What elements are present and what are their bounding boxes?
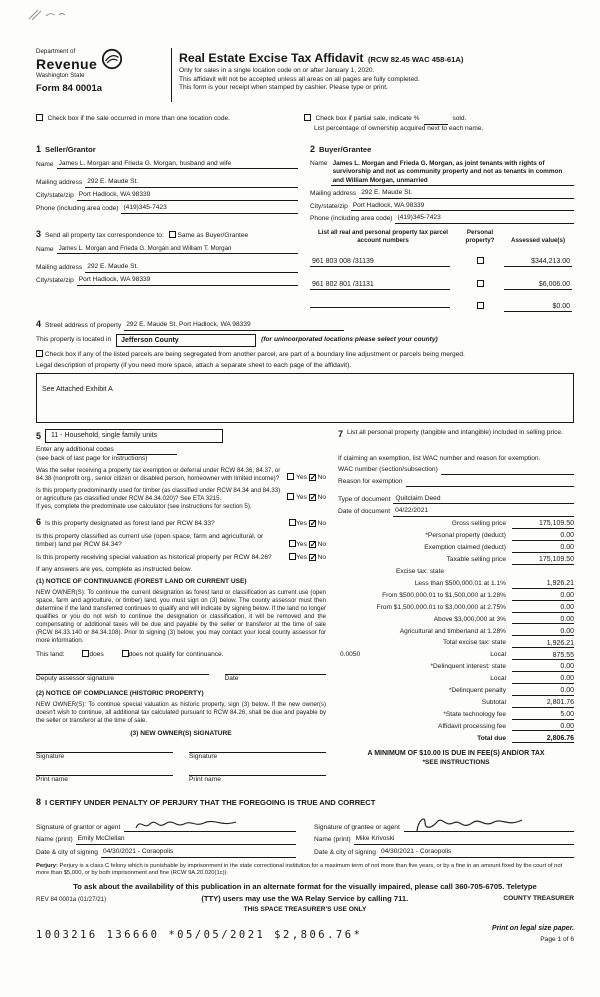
section-7-tax-column [338,429,574,785]
correspondence-parcels-row [36,229,574,313]
does-label: does [89,650,104,658]
deputy-signature-label: Deputy assessor signature [36,675,115,683]
grantee-date-city-value: 04/30/2021 - Coraopolis [379,848,574,858]
signature-label: Signature [36,752,65,760]
new-owner-signature-title: (3) NEW OWNER(S) SIGNATURE [130,730,232,738]
document-date-label: Date of document [338,508,391,516]
new-owner-print-2-block [189,769,326,785]
parcel-col-header-numbers: List all real and personal property tax parcel account numbers [318,229,448,245]
tax-row-tier1: Less than $500,000.01 at 1.1% 1,926.21 [414,580,574,588]
rev-note: REV 84 0001a (01/27/21) [36,895,107,903]
correspondence-mailing-label: Mailing address [36,264,83,272]
grantor-signature-label: Signature of grantor or agent [36,823,121,831]
continuance-title: (1) NOTICE OF CONTINUANCE (FOREST LAND OR CURRENT USE) [36,577,247,585]
new-owner-signature-2-field[interactable] [189,746,326,753]
receipt-row [36,924,574,945]
see-instructions-note: *SEE INSTRUCTIONS [422,758,490,766]
segregated-label: Check box if any of the listed parcels are being segregated from another parcel, are part of a boundary line adjustment or parcels being merged. [44,351,465,359]
exemption-note: If claiming an exemption, list WAC number and reason for exemption. [338,454,541,462]
tax-value: 0.00 [512,532,574,541]
document-type-label: Type of document [338,495,391,503]
perjury-lead: Perjury: [36,862,58,869]
s6-q1-text: Is this property designated as forest land per RCW 84.33? [45,520,215,528]
buyer-phone-label: Phone (including area code) [310,215,393,223]
multi-location-checkbox[interactable] [36,114,43,121]
wac-number-label: WAC number (section/subsection) [338,466,438,474]
grantor-date-city-value: 04/30/2021 - Coraopolis [101,848,296,858]
same-as-buyer-label: Same as Buyer/Grantee [177,232,249,240]
compliance-title: (2) NOTICE OF COMPLIANCE (HISTORIC PROPERTY) [36,690,204,698]
parcel-assessed-value: $6,006.00 [504,280,572,290]
deputy-date-field[interactable] [225,668,326,675]
legal-description-value: See Attached Exhibit A [42,385,113,393]
tax-row-technology-fee: *State technology fee 5.00 [443,710,574,719]
buyer-phone-value: (419)345-7423 [395,214,574,224]
tax-value: 2,801.76 [512,699,574,708]
tax-row-tier4: Above $3,000,000 at 3% 0.00 [433,615,574,623]
handwritten-marks-icon [26,7,82,23]
parcel-row [310,295,574,313]
tax-value: 0.00 [512,604,574,613]
signature-label: Signature [189,752,218,760]
tax-value: 0.00 [512,687,574,696]
tax-row-delinquent-interest-state: *Delinquent interest: state 0.00 [430,663,574,671]
tax-row-tier2: From $500,000.01 to $1,500,000 at 1.28% 0.00 [382,591,574,600]
s6-q2-text: Is this property classified as current use (open space, farm and agricultural, or timber) land per RCW 84.34? [36,532,264,549]
parcel-col-header-personal: Personal property? [465,229,495,245]
section-2-number: 2 [310,143,316,154]
seller-csz-value: Port Hadlock, WA 98339 [77,191,298,201]
document-type-value: Quitclaim Deed [393,495,574,505]
alt-format-line-2: (TTY) users may use the WA Relay Service by calling 711. [201,894,409,904]
tax-value: 0.00 [512,675,574,684]
alt-format-line-1: To ask about the availability of this publication in an alternate format for the visually impaired, please call 360-705-6705. Teletype [73,882,537,891]
new-owner-print-1-block [36,769,173,785]
exemption-reason-field[interactable] [406,478,574,487]
tax-value: 0.00 [512,663,574,672]
new-owner-signature-1-block [36,746,173,762]
s5-q2-no-checkbox[interactable]: ✓ [309,493,317,503]
deputy-signature-field[interactable] [36,668,209,675]
local-rate-value: 0.0050 [340,651,361,659]
tax-row-local: 0.0050 Local 875.55 [340,651,574,659]
county-select[interactable]: Jefferson County [116,334,256,347]
does-not-label: does not qualify for continuance. [128,650,224,658]
tax-value: 0.00 [512,544,574,553]
tax-total-due-value: 2,806.76 [512,735,574,744]
tax-row-delinquent-interest-local: Local 0.00 [490,675,574,683]
correspondence-csz-value: Port Hadlock, WA 98339 [77,276,298,286]
header-note-1: Only for sales in a single location code on or after January 1, 2020. [179,67,375,74]
deputy-signature-block [36,668,209,684]
new-owner-signature-2-block [189,746,326,762]
agency-state: Washington State [36,72,85,80]
grantee-signature-field[interactable] [404,815,574,832]
parcel-number-field[interactable] [310,300,450,309]
no-label: No [317,474,326,482]
tax-row-subtotal: Subtotal 2,801.76 [481,698,574,707]
parcel-col-header-assessed: Assessed value(s) [511,237,565,245]
county-treasurer-label: COUNTY TREASURER [503,895,574,903]
grantee-signature-label: Signature of grantee or agent [314,823,400,831]
title-block [179,48,574,102]
parcel-personal-checkbox[interactable] [477,302,484,309]
grantor-certify-block [36,812,296,857]
no-label: No [317,520,326,528]
grantor-print-name-value: Emily McClellan [76,835,296,845]
treasurer-space-label: THIS SPACE TREASURER'S USE ONLY [243,906,367,914]
section-3-number: 3 [36,229,42,240]
parcel-assessed-value: $0.00 [504,302,572,312]
header-note-2: This affidavit will not be accepted unless all areas on all pages are fully completed. [179,75,420,83]
form-header [36,48,574,102]
seller-phone-value: (419)345-7423 [121,204,298,214]
grantor-signature-icon [132,815,252,835]
parcel-assessed-value: $344,213.00 [504,257,572,267]
grantee-print-name-label: Name (print) [314,836,351,844]
document-date-value: 04/22/2021 [393,507,574,517]
buyer-section [310,139,574,224]
yes-label: Yes [296,494,307,502]
print-legal-note: Print on legal size paper. [491,924,574,932]
additional-codes-note: (see back of last page for instructions) [36,454,148,462]
buyer-name-value: James L. Morgan and Frieda G. Morgan, as joint tenants with rights of survivorship and not as community property and not as tenants in common and William Morgan, unmarried [331,160,574,186]
deputy-date-block [225,668,326,684]
perjury-notice [36,863,574,878]
additional-codes-field[interactable] [117,446,177,455]
located-in-label: This property is located in [36,336,112,344]
correspondence-name-label: Name [36,245,54,253]
s5-q1-yes-checkbox[interactable] [287,473,294,480]
s6-q3-text: Is this property receiving special valuation as historical property per RCW 84.26? [36,554,272,562]
deputy-date-label: Date [224,675,239,683]
yes-label: Yes [296,554,307,562]
s7-heading: List all personal property (tangible and intangible) included in selling price. [347,428,563,436]
compliance-body: NEW OWNER(S): To continue special valuation as historic property, sign (3) below. If the new owner(s) doesn't wish to continue, all additional tax calculated pursuant to RCW 84.26, shall be due and payable by the seller or transferor at the time of sale. [36,700,326,725]
tax-row-gross: Gross selling price 175,109.50 [451,520,574,528]
yes-label: Yes [296,541,307,549]
land-does-not-checkbox[interactable] [122,650,129,657]
minimum-due-note: A MINIMUM OF $10.00 IS DUE IN FEE(S) AND/OR TAX [367,750,545,758]
tax-row-agricultural: Agricultural and timberland at 1.28% 0.00 [399,627,574,635]
s5-q2-text: Is this property predominantly used for timber (as classified under RCW 84.34 and 84.33) or agriculture (as classified under RCW 84.34.020)? See ETA 3215. [36,486,281,502]
tax-value: 875.55 [512,652,574,661]
no-label: No [317,554,326,562]
section-8-number: 8 [36,797,42,808]
top-checkbox-row [36,107,574,134]
legal-description-box[interactable] [36,373,574,423]
partial-sale-label-suffix: sold. [452,115,467,122]
tax-row-personal-deduct: *Personal property (deduct) 0.00 [425,532,574,540]
s5-q2-yes-checkbox[interactable] [287,493,294,500]
tax-row-total-state: Total excise tax: state 1,926.21 [442,639,574,647]
legal-description-label: Legal description of property (if you need more space, attach a separate sheet to each page of the affidavit). [36,361,352,369]
segregated-checkbox[interactable] [36,350,43,357]
seller-heading: Seller/Grantor [45,144,96,154]
perjury-body: Perjury is a class C felony which is punishable by imprisonment in the state correctional institution for a maximum term of not more than five years, or by a fine in an amount fixed by the court of not more than $5,000, or by both imprisonment and fine (RCW 9A.20.020(1c)). [36,862,563,877]
section-1-number: 1 [36,143,42,154]
tax-value: 1,926.21 [512,580,574,589]
grantee-signature-icon [412,813,532,835]
seller-buyer-row [36,139,574,224]
seller-name-value: James L. Morgan and Frieda G. Morgan, husband and wife [57,160,298,170]
seller-mailing-value: 292 E. Maude St. [85,178,298,188]
certification-section [36,792,574,857]
section-6-number: 6 [36,517,42,528]
tax-row-taxable: Taxable selling price 175,109.50 [446,555,574,564]
form-number: Form 84 0001a [36,83,103,95]
seller-phone-label: Phone (including area code) [36,204,119,212]
partial-sale-label: Check box if partial sale, indicate % [315,115,420,122]
tax-row-tier3: From $1,500,000.01 to $3,000,000 at 2.75% 0.00 [376,603,574,612]
yes-label: Yes [296,474,307,482]
s5-q1-no-checkbox[interactable]: ✓ [309,473,317,483]
seller-mailing-label: Mailing address [36,179,83,187]
form-title-rcw: (RCW 82.45 WAC 458-61A) [367,55,464,64]
agency-dept-line: Department of [36,48,76,55]
print-name-label: Print name [36,775,68,783]
buyer-name-label: Name [310,159,328,167]
s6-q1-no-checkbox[interactable]: ✓ [309,519,317,529]
located-in-note: (for unincorporated locations please select your county) [261,336,438,344]
s6-q2-no-checkbox[interactable]: ✓ [309,540,317,550]
s6-q3-no-checkbox[interactable]: ✓ [309,553,317,563]
parcel-row [310,273,574,291]
tax-value: 0.00 [512,616,574,625]
certify-heading: I CERTIFY UNDER PENALTY OF PERJURY THAT THE FOREGOING IS TRUE AND CORRECT [45,798,376,808]
tax-row-processing-fee: Affidavit processing fee 0.00 [437,722,574,730]
yes-label: Yes [296,520,307,528]
buyer-mailing-value: 292 E. Maude St. [359,189,574,199]
grantee-print-name-value: Mike Krivoski [354,835,574,845]
tax-row-total-due: Total due 2,806.76 [477,734,574,742]
treasurer-stamp-line: 1003216 136660 *05/05/2021 $2,806.76* [36,928,363,941]
agency-name: Revenue [36,56,98,73]
section-7-number: 7 [338,428,344,439]
seller-name-label: Name [36,160,54,168]
tax-row-delinquent-penalty: *Delinquent penalty 0.00 [448,687,574,695]
grantee-certify-block [314,812,574,857]
property-location-section [36,319,574,423]
parcel-number-value: 961 802 801 /31131 [310,280,450,290]
correspondence-name-value: James L. Morgan and Frieda G. Morgan and William T. Morgan [57,245,298,254]
buyer-heading: Buyer/Grantee [319,144,372,154]
tax-value: 0.00 [512,628,574,637]
street-address-value: 292 E. Maude St. Port Hadlock, WA 98339 [124,321,344,331]
tax-value: 0.00 [512,723,574,732]
street-address-label: Street address of property [45,322,122,330]
dor-logo-icon [101,48,123,70]
additional-codes-label: Enter any additional codes [36,445,114,453]
buyer-csz-label: City/state/zip [310,202,348,210]
excise-tax-state-heading: Excise tax: state [395,568,444,576]
partial-sale-checkbox[interactable] [304,114,311,121]
tax-value: 175,109.50 [512,520,574,529]
agency-block [36,48,164,102]
tax-row-exemption-deduct: Exemption claimed (deduct) 0.00 [424,544,574,552]
parcel-personal-checkbox[interactable] [477,257,484,264]
grantor-print-name-label: Name (print) [36,836,73,844]
property-class-code-select[interactable]: 11 - Household, single family units [45,429,223,443]
print-name-label: Print name [189,775,221,783]
tax-value: 175,109.50 [512,556,574,565]
personal-property-list-field[interactable] [338,439,574,455]
buyer-csz-value: Port Hadlock, WA 98339 [351,202,574,212]
s5-q2-note: If yes, complete the predominate use calculator (see instructions for section 5). [36,502,252,510]
seller-csz-label: City/state/zip [36,192,74,200]
partial-percent-field[interactable] [424,118,448,125]
header-note-3: This form is your receipt when stamped by cashier. Please type or print. [179,84,388,92]
grantee-date-city-label: Date & city of signing [314,849,376,857]
correspondence-section [36,229,298,313]
header-divider [171,48,172,102]
same-as-buyer-checkbox[interactable] [169,231,176,238]
new-owner-print-1-field[interactable] [36,769,173,776]
new-owner-print-2-field[interactable] [189,769,326,776]
parcel-row [310,250,574,268]
s5-q1-text: Was the seller receiving a property tax exemption or deferral under RCW 84.36, 84.37, or 84.38 (nonprofit org., senior citizen or disabled person, homeowner with limited income)? [36,466,281,482]
multi-location-label: Check box if the sale occurred in more than one location code. [47,115,230,122]
correspondence-mailing-value: 292 E. Maude St. [85,263,298,273]
tax-value: 5.00 [512,711,574,720]
section-4-number: 4 [36,319,42,330]
ownership-note: List percentage of ownership acquired next to each name. [314,125,484,132]
correspondence-heading: Send all property tax correspondence to: [45,232,164,240]
seller-section [36,139,298,224]
continuance-body: NEW OWNER(S): To continue the current designation as forest land or classification as current use (open space, farm and agriculture, or timber) land, you must sign on (3) below. The county assessor must then determine if the land transferred continues to qualify and will indicate by signing below. If the land no longer qualifies or you do not wish to continue the designation or classification, it will be removed and the compensating or additional taxes will be due and payable by the seller or transferor at the time of sale (RCW 84.33.140 or 84.34.108). Prior to signing (3) below, you may contact your local county assessor for more information. [36,588,326,645]
sections-5-6-column [36,429,326,785]
no-label: No [317,494,326,502]
correspondence-csz-label: City/state/zip [36,276,74,284]
buyer-mailing-label: Mailing address [310,190,357,198]
tax-value: 0.00 [512,592,574,601]
parcel-personal-checkbox[interactable] [477,280,484,287]
grantor-date-city-label: Date & city of signing [36,849,98,857]
exemption-reason-label: Reason for exemption [338,477,403,485]
footer-row [36,894,574,904]
parcel-table [310,229,574,313]
grantor-signature-field[interactable] [124,815,296,832]
s6-note: If any answers are yes, complete as instructed below. [36,566,193,574]
parcel-number-value: 961 803 008 /31139 [310,257,450,267]
tax-value: 1,926.21 [512,640,574,649]
wac-number-field[interactable] [441,466,574,475]
new-owner-signature-1-field[interactable] [36,746,173,753]
page-number: Page 1 of 6 [540,935,574,943]
no-label: No [317,541,326,549]
this-land-label: This land: [36,650,65,658]
section-5-number: 5 [36,430,42,441]
form-title: Real Estate Excise Tax Affidavit [179,51,364,65]
